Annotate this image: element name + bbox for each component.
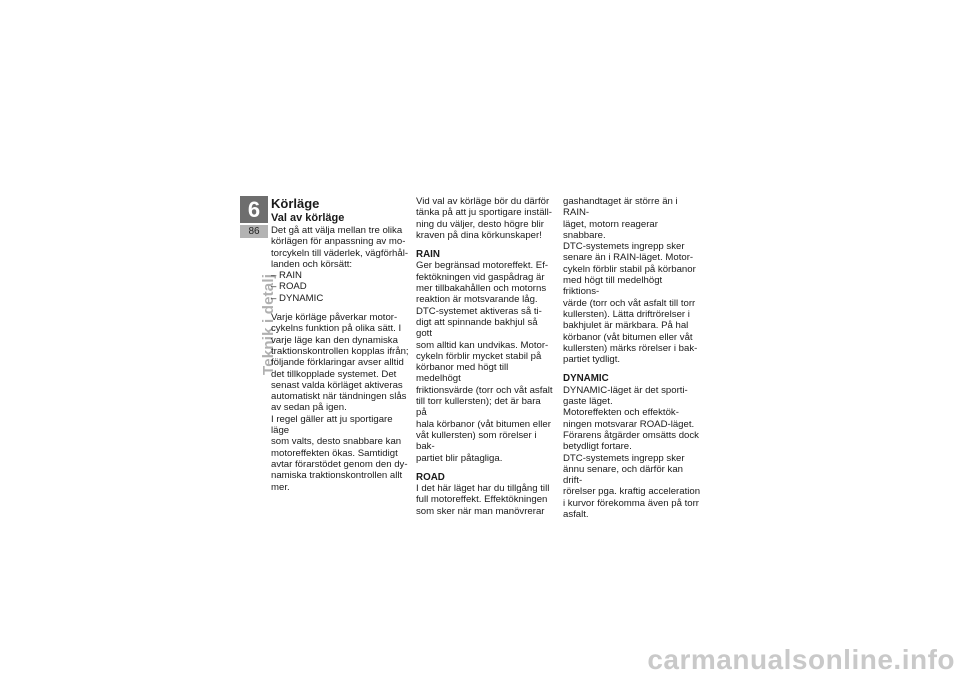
dynamic-heading: DYNAMIC <box>563 373 609 385</box>
road-paragraph: I det här läget har du tillgång till full motoreffekt. Effektökningen som sker när man manövrerar <box>416 483 550 517</box>
chapter-tab <box>240 196 268 240</box>
text-column-1 <box>271 196 409 493</box>
road-paragraph-continued: gashandtaget är större än i RAIN- läget, motorn reagerar snabbare. DTC-systemets ingrepp sker senare än i RAIN-läget. Motor- cykeln förblir stabil på körbanor med högt till medelhögt friktions- värde (torr och våt asfalt till torr kullersten). Lätta driftrörelser i bakhjulet är märkbara. På hal körbanor (våt bitumen eller våt kullersten) märks rörelser i bak- partiet tydligt. <box>563 196 698 366</box>
section-side-label-text: Teknik i detalj <box>260 273 277 375</box>
mode-list <box>271 270 409 304</box>
mode-item-road: – ROAD <box>271 281 409 292</box>
mode-item-rain: – RAIN <box>271 270 409 281</box>
section-heading: Val av körläge <box>271 212 345 224</box>
page-title: Körläge <box>271 196 320 211</box>
intro-paragraph: Det gå att välja mellan tre olika körlägen för anpassning av mo- torcykeln till väderlek, vägförhål- landen och körsätt: <box>271 225 409 270</box>
road-heading: ROAD <box>416 471 445 483</box>
mode-effects-paragraph: Varje körläge påverkar motor- cykelns funktion på olika sätt. I varje läge kan den dynamiska traktionskontrollen kopplas ifrån; följande förklaringar avser alltid det tillkopplade systemet. Det senast valda körläget aktiveras automatiskt när tändningen slås av sedan på igen. I regel gäller att ju sportigare läge som valts, desto snabbare kan motoreffekten ökas. Samtidigt avtar förarstödet genom den dy- namiska traktionskontrollen allt mer. <box>271 312 409 493</box>
caution-paragraph: Vid val av körläge bör du därför tänka på att ju sportigare inställ- ning du väljer, desto högre blir kraven på dina körkunskaper! <box>416 196 552 241</box>
text-column-2 <box>416 196 554 517</box>
dynamic-paragraph: DYNAMIC-läget är det sporti- gaste läget. Motoreffekten och effektök- ningen motsvarar ROAD-läget. Förarens åtgärder omsätts dock betydligt fortare. DTC-systemets ingrepp sker ännu senare, och därför kan drift- rörelser pga. kraftig acceleration i kurvor förekomma även på torr asfalt. <box>563 384 701 521</box>
watermark-text: carmanualsonline.info <box>647 644 955 675</box>
section-side-label <box>234 245 277 375</box>
chapter-number: 6 <box>240 196 268 223</box>
text-column-3 <box>563 196 701 520</box>
page-number: 86 <box>240 225 268 238</box>
rain-paragraph: Ger begränsad motoreffekt. Ef- fektökningen vid gaspådrag är mer tillbakahållen och motorns reaktion är motsvarande låg. DTC-systemet aktiveras så ti- digt att spinnande bakhjul så gott som alltid kan undvikas. Motor- cykeln förblir mycket stabil på körbanor med högt till medelhögt friktionsvärde (torr och våt asfalt till torr kullersten); det är bara på hala körbanor (våt bitumen eller våt kullersten) som rörelser i bak- partiet blir påtagliga. <box>416 260 553 464</box>
mode-item-dynamic: – DYNAMIC <box>271 293 409 304</box>
rain-heading: RAIN <box>416 249 440 261</box>
